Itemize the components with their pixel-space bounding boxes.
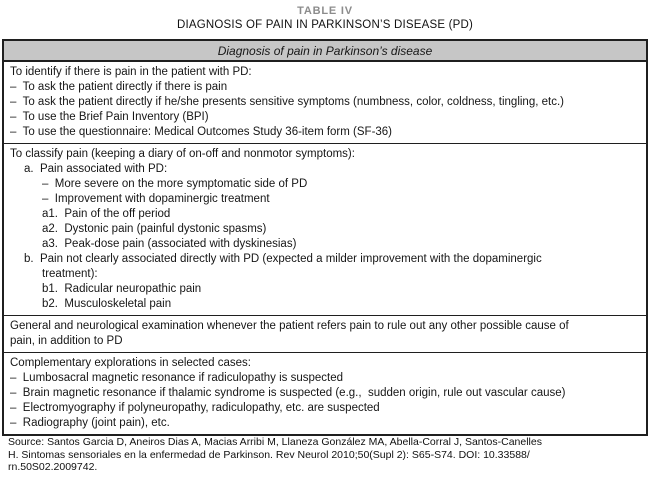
table-number: TABLE IV	[297, 5, 353, 17]
table-line: General and neurological examination whenever the patient refers pain to rule out any other possible cause of	[10, 320, 569, 332]
table-line: – To ask the patient directly if there is pain	[10, 81, 228, 93]
table-section	[4, 62, 646, 143]
table-line: pain, in addition to PD	[10, 335, 123, 347]
table-line: b1. Radicular neuropathic pain	[42, 283, 202, 295]
table-line: treatment):	[42, 268, 98, 280]
table-line: b2. Musculoskeletal pain	[42, 298, 172, 310]
diagnosis-table	[2, 39, 648, 436]
table-header-bar	[4, 41, 646, 62]
table-caption	[0, 0, 650, 33]
table-line: – To use the Brief Pain Inventory (BPI)	[10, 111, 209, 123]
table-line: a3. Peak-dose pain (associated with dyskinesias)	[42, 238, 297, 250]
table-section	[4, 315, 646, 352]
table-line: – Improvement with dopaminergic treatment	[42, 193, 270, 205]
table-line: To classify pain (keeping a diary of on-off and nonmotor symptoms):	[10, 148, 355, 160]
table-line: a1. Pain of the off period	[42, 208, 171, 220]
table-line: – To ask the patient directly if he/she presents sensitive symptoms (numbness, color, coldness, tingling, etc.)	[10, 96, 564, 108]
table-line: – Radiography (joint pain), etc.	[10, 417, 170, 429]
page-title: DIAGNOSIS OF PAIN IN PARKINSON’S DISEASE (PD)	[176, 19, 474, 31]
table-header-text: Diagnosis of pain in Parkinson’s disease	[217, 43, 433, 58]
table-section	[4, 352, 646, 434]
table-line: – Brain magnetic resonance if thalamic syndrome is suspected (e.g., sudden origin, rule out vascular cause)	[10, 387, 566, 399]
table-line: – More severe on the more symptomatic side of PD	[42, 178, 308, 190]
table-line: – Electromyography if polyneuropathy, radiculopathy, etc. are suspected	[10, 402, 380, 414]
table-line: – Lumbosacral magnetic resonance if radiculopathy is suspected	[10, 372, 344, 384]
source-line: H. Sintomas sensoriales en la enfermedad de Parkinson. Rev Neurol 2010;50(Supl 2): S65-S74. DOI: 10.33588/	[8, 448, 530, 461]
table-line: – To use the questionnaire: Medical Outcomes Study 36-item form (SF-36)	[10, 126, 393, 138]
table-line: Complementary explorations in selected cases:	[10, 357, 251, 369]
source-line: Source: Santos Garcia D, Aneiros Dias A, Macias Arribi M, Llaneza González MA, Abella-Corral J, Santos-Canelles	[8, 436, 542, 448]
table-line: a2. Dystonic pain (painful dystonic spasms)	[42, 223, 267, 235]
source-line: rn.50S02.2009742.	[8, 461, 98, 473]
table-section	[4, 143, 646, 315]
source-citation	[2, 434, 648, 474]
table-line: a. Pain associated with PD:	[24, 163, 168, 175]
table-line: b. Pain not clearly associated directly with PD (expected a milder improvement with the dopaminergic	[24, 253, 542, 265]
table-line: To identify if there is pain in the patient with PD:	[10, 66, 252, 78]
